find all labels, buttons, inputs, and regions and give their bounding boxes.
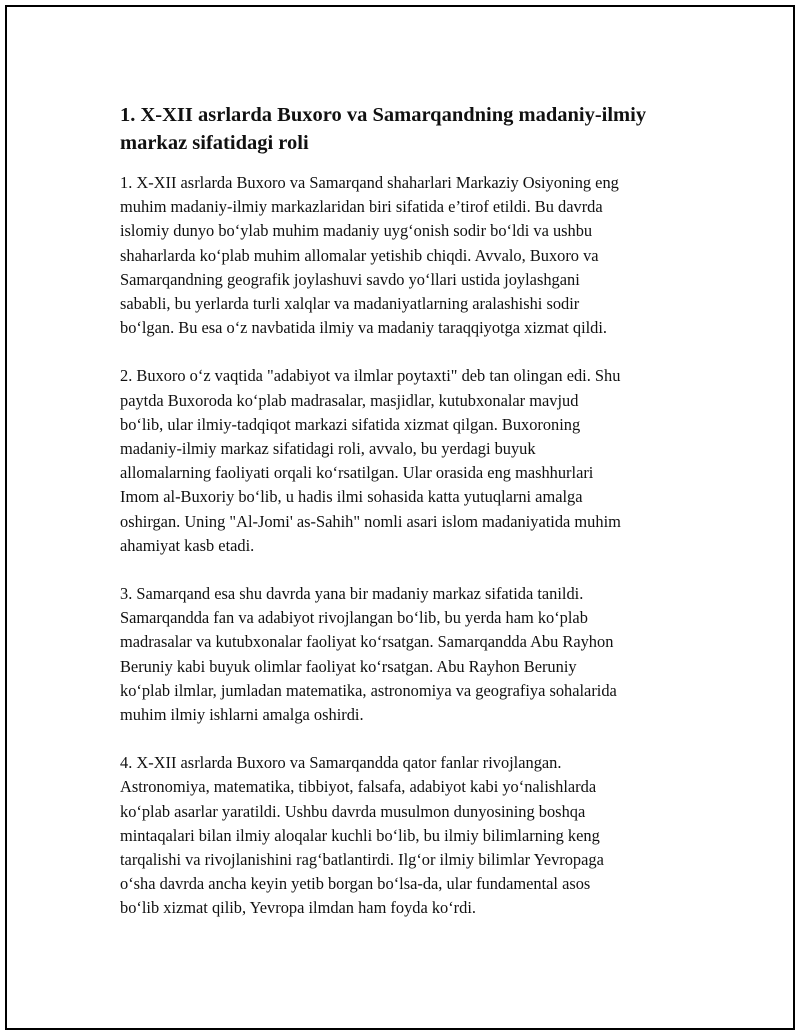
document-title: 1. X-XII asrlarda Buxoro va Samarqandning madaniy-ilmiy markaz sifatidagi roli xyxy=(120,104,647,154)
paragraph-4: 4. X-XII asrlarda Buxoro va Samarqandda qator fanlar rivojlangan. Astronomiya, matematika, tibbiyot, falsafa, adabiyot kabi yo‘nalishlarda ko‘plab asarlar yaratildi. Ushbu davrda musulmon dunyosining boshqa mintaqalari bilan ilmiy aloqalar kuchli bo‘lib, bu ilmiy bilimlarning keng tarqalishi va rivojlanishini rag‘batlantirdi. Ilg‘or ilmiy bilimlar Yevropaga o‘sha davrda ancha keyin yetib borgan bo‘lsa-da, ular fundamental asos bo‘lib xizmat qilib, Yevropa ilmdan ham foyda ko‘rdi. xyxy=(120,753,604,918)
document-body xyxy=(120,101,700,945)
paragraph-1: 1. X-XII asrlarda Buxoro va Samarqand shaharlari Markaziy Osiyoning eng muhim madaniy-ilmiy markazlaridan biri sifatida e’tirof etildi. Bu davrda islomiy dunyo bo‘ylab muhim madaniy uyg‘onish sodir bo‘ldi va ushbu shaharlarda ko‘plab muhim allomalar yetishib chiqdi. Avvalo, Buxoro va Samarqandning geografik joylashuvi savdo yo‘llari ustida joylashgani sababli, bu yerlarda turli xalqlar va madaniyatlarning aralashishi sodir bo‘lgan. Bu esa o‘z navbatida ilmiy va madaniy taraqqiyotga xizmat qildi. xyxy=(120,173,619,338)
document-page xyxy=(5,5,795,1030)
paragraph-3: 3. Samarqand esa shu davrda yana bir madaniy markaz sifatida tanildi. Samarqandda fan va adabiyot rivojlangan bo‘lib, bu yerda ham ko‘plab madrasalar va kutubxonalar faoliyat ko‘rsatgan. Samarqandda Abu Rayhon Beruniy kabi buyuk olimlar faoliyat ko‘rsatgan. Abu Rayhon Beruniy ko‘plab ilmlar, jumladan matematika, astronomiya va geografiya sohalarida muhim ilmiy ishlarni amalga oshirdi. xyxy=(120,584,617,725)
paragraph-2: 2. Buxoro o‘z vaqtida "adabiyot va ilmlar poytaxti" deb tan olingan edi. Shu paytda Buxoroda ko‘plab madrasalar, masjidlar, kutubxonalar mavjud bo‘lib, ular ilmiy-tadqiqot markazi sifatida xizmat qilgan. Buxoroning madaniy-ilmiy markaz sifatidagi roli, avvalo, bu yerdagi buyuk allomalarning faoliyati orqali ko‘rsatilgan. Ular orasida eng mashhurlari Imom al-Buxoriy bo‘lib, u hadis ilmi sohasida katta yutuqlarni amalga oshirgan. Uning "Al-Jomi' as-Sahih" nomli asari islom madaniyatida muhim ahamiyat kasb etadi. xyxy=(120,366,621,555)
